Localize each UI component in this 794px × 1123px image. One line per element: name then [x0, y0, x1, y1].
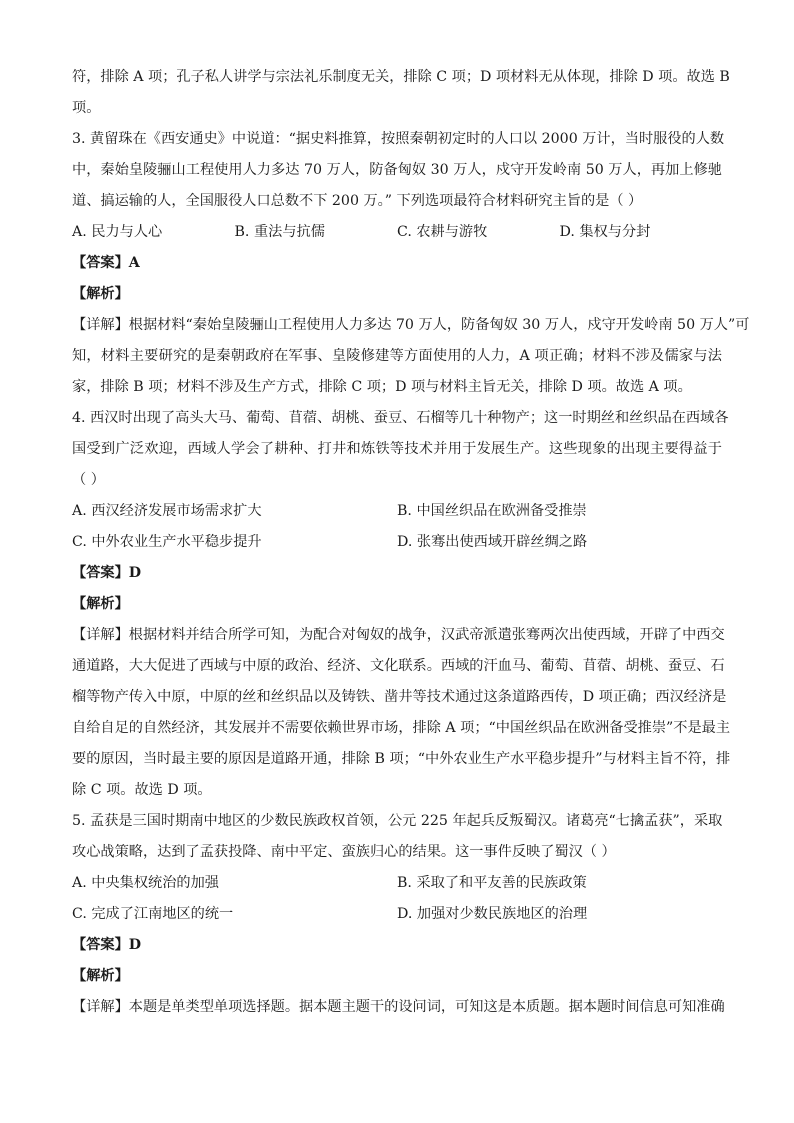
options-row — [72, 868, 722, 899]
analysis-label: 【解析】 — [72, 286, 129, 302]
detail-line: 知，材料主要研究的是秦朝政府在军事、皇陵修建等方面使用的人力，A 项正确；材料不涉及儒家与法 — [72, 348, 722, 364]
document-page — [72, 62, 750, 1023]
option-c: C. 农耕与游牧 — [397, 224, 488, 240]
question-stem-line: 攻心战策略，达到了孟获投降、南中平定、蛮族归心的结果。这一事件反映了蜀汉（ ） — [72, 844, 616, 860]
question-stem-line: 4. 西汉时出现了高头大马、葡萄、苜蓿、胡桃、蚕豆、石榴等几十种物产；这一时期丝和丝织品在西域各 — [72, 410, 729, 426]
answer-label: 【答案】A — [72, 255, 140, 271]
text-line: 符，排除 A 项；孔子私人讲学与宗法礼乐制度无关，排除 C 项；D 项材料无从体现，排除 D 项。故选 B — [72, 69, 730, 85]
previous-question-tail — [72, 62, 730, 124]
option-d: D. 加强对少数民族地区的治理 — [397, 906, 588, 922]
detail-line: 家，排除 B 项；材料不涉及生产方式，排除 C 项；D 项与材料主旨无关，排除 D 项。故选 A 项。 — [72, 379, 692, 395]
answer-label: 【答案】D — [72, 565, 142, 581]
question-stem-line: 道、搞运输的人，全国服役人口总数不下 200 万。” 下列选项最符合材料研究主旨的是（ ） — [72, 193, 643, 209]
options-row — [72, 527, 722, 558]
detail-line: 榴等物产传入中原，中原的丝和丝织品以及铸铁、凿井等技术通过这条道路西传，D 项正确；西汉经济是 — [72, 689, 727, 705]
option-b: B. 重法与抗儒 — [234, 224, 325, 240]
option-b: B. 采取了和平友善的民族政策 — [397, 875, 587, 891]
detail-line: 自给自足的自然经济，其发展并不需要依赖世界市场，排除 A 项；“中国丝织品在欧洲备受推崇”不是最主 — [72, 720, 731, 736]
option-a: A. 民力与人心 — [72, 224, 163, 240]
detail-line: 【详解】根据材料并结合所学可知，为配合对匈奴的战争，汉武帝派遣张骞两次出使西域，开辟了中西交 — [72, 627, 725, 643]
question-stem-line: 国受到广泛欢迎，西域人学会了耕种、打井和炼铁等技术并用于发展生产。这些现象的出现主要得益于 — [72, 441, 722, 457]
answer-label: 【答案】D — [72, 937, 142, 953]
question-stem-line: 3. 黄留珠在《西安通史》中说道：“据史料推算，按照秦朝初定时的人口以 2000 万计，当时服役的人数 — [72, 131, 725, 147]
option-a: A. 西汉经济发展市场需求扩大 — [72, 503, 262, 519]
option-c: C. 完成了江南地区的统一 — [72, 906, 234, 922]
detail-line: 通道路，大大促进了西域与中原的政治、经济、文化联系。西域的汗血马、葡萄、苜蓿、胡桃、蚕豆、石 — [72, 658, 725, 674]
question-stem-line: （ ） — [72, 472, 105, 488]
analysis-label: 【解析】 — [72, 596, 129, 612]
option-d: D. 张骞出使西域开辟丝绸之路 — [397, 534, 588, 550]
option-c: C. 中外农业生产水平稳步提升 — [72, 534, 262, 550]
option-b: B. 中国丝织品在欧洲备受推崇 — [397, 503, 587, 519]
option-d: D. 集权与分封 — [559, 224, 651, 240]
detail-line: 除 C 项。故选 D 项。 — [72, 782, 212, 798]
analysis-label: 【解析】 — [72, 968, 129, 984]
detail-line: 要的原因，当时最主要的原因是道路开通，排除 B 项；“中外农业生产水平稳步提升”与材料主旨不符，排 — [72, 751, 731, 767]
options-row — [72, 496, 722, 527]
question-stem-line: 中，秦始皇陵骊山工程使用人力多达 70 万人，防备匈奴 30 万人，戍守开发岭南 50 万人，再加上修驰 — [72, 162, 722, 178]
options-row — [72, 899, 722, 930]
option-a: A. 中央集权统治的加强 — [72, 875, 219, 891]
text-line: 项。 — [72, 100, 101, 116]
question-stem-line: 5. 孟获是三国时期南中地区的少数民族政权首领，公元 225 年起兵反叛蜀汉。诸葛亮“七擒孟获”，采取 — [72, 813, 723, 829]
question-4 — [72, 403, 731, 806]
question-3 — [72, 124, 750, 403]
detail-line: 【详解】根据材料“秦始皇陵骊山工程使用人力多达 70 万人，防备匈奴 30 万人，戍守开发岭南 50 万人”可 — [72, 317, 750, 333]
options-row — [72, 217, 722, 248]
detail-line: 【详解】本题是单类型单项选择题。据本题主题干的设问词，可知这是本质题。据本题时间信息可知准确 — [72, 999, 725, 1015]
question-5 — [72, 806, 725, 1023]
